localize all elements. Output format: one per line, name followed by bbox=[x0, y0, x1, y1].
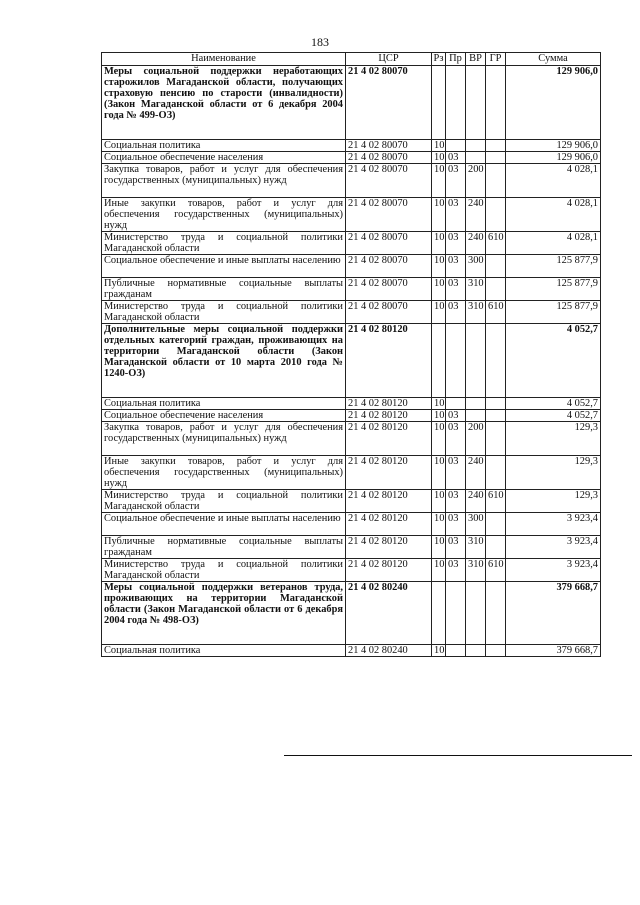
row-vr bbox=[466, 152, 486, 164]
table-row bbox=[102, 140, 601, 152]
row-sum: 129,3 bbox=[506, 456, 601, 490]
row-rz: 10 bbox=[432, 410, 446, 422]
header-gr: ГР bbox=[486, 53, 506, 66]
header-sum: Сумма bbox=[506, 53, 601, 66]
row-vr: 200 bbox=[466, 422, 486, 456]
row-gr bbox=[486, 66, 506, 140]
row-rz bbox=[432, 324, 446, 398]
row-vr: 310 bbox=[466, 536, 486, 559]
row-vr bbox=[466, 582, 486, 645]
row-vr bbox=[466, 324, 486, 398]
row-csr: 21 4 02 80070 bbox=[346, 140, 432, 152]
row-sum: 129 906,0 bbox=[506, 152, 601, 164]
row-csr: 21 4 02 80120 bbox=[346, 456, 432, 490]
row-gr: 610 bbox=[486, 301, 506, 324]
row-sum: 125 877,9 bbox=[506, 301, 601, 324]
row-sum: 129 906,0 bbox=[506, 140, 601, 152]
row-csr: 21 4 02 80240 bbox=[346, 582, 432, 645]
row-sum: 125 877,9 bbox=[506, 278, 601, 301]
budget-table bbox=[101, 52, 601, 657]
row-rz: 10 bbox=[432, 255, 446, 278]
row-sum: 129,3 bbox=[506, 422, 601, 456]
header-rz: Рз bbox=[432, 53, 446, 66]
row-name: Дополнительные меры социальной поддержки отдельных категорий граждан, проживающих на территории Магаданской области (Закон Магаданской области от 10 марта 2010 года № 1240-ОЗ) bbox=[102, 324, 346, 398]
row-rz: 10 bbox=[432, 422, 446, 456]
row-pr: 03 bbox=[446, 559, 466, 582]
page-number: 183 bbox=[311, 35, 329, 49]
row-pr: 03 bbox=[446, 422, 466, 456]
row-vr bbox=[466, 645, 486, 657]
row-sum: 125 877,9 bbox=[506, 255, 601, 278]
row-pr: 03 bbox=[446, 536, 466, 559]
bottom-rule bbox=[284, 755, 632, 756]
row-rz: 10 bbox=[432, 645, 446, 657]
row-csr: 21 4 02 80120 bbox=[346, 398, 432, 410]
row-csr: 21 4 02 80120 bbox=[346, 536, 432, 559]
row-gr bbox=[486, 398, 506, 410]
table-row bbox=[102, 324, 601, 398]
row-gr bbox=[486, 513, 506, 536]
row-gr: 610 bbox=[486, 232, 506, 255]
row-csr: 21 4 02 80070 bbox=[346, 255, 432, 278]
row-name: Социальная политика bbox=[102, 398, 346, 410]
row-pr bbox=[446, 140, 466, 152]
row-csr: 21 4 02 80240 bbox=[346, 645, 432, 657]
row-sum: 4 028,1 bbox=[506, 164, 601, 198]
row-name: Социальная политика bbox=[102, 140, 346, 152]
row-name: Публичные нормативные социальные выплаты гражданам bbox=[102, 536, 346, 559]
row-name: Социальное обеспечение населения bbox=[102, 410, 346, 422]
row-pr: 03 bbox=[446, 152, 466, 164]
row-gr bbox=[486, 536, 506, 559]
row-csr: 21 4 02 80070 bbox=[346, 301, 432, 324]
row-vr: 310 bbox=[466, 301, 486, 324]
row-rz: 10 bbox=[432, 140, 446, 152]
row-sum: 3 923,4 bbox=[506, 536, 601, 559]
row-vr: 240 bbox=[466, 456, 486, 490]
row-vr: 240 bbox=[466, 232, 486, 255]
row-sum: 4 052,7 bbox=[506, 324, 601, 398]
row-name: Меры социальной поддержки ветеранов труда, проживающих на территории Магаданской области (Закон Магаданской области от 6 декабря 2004 года № 498-ОЗ) bbox=[102, 582, 346, 645]
table-row bbox=[102, 456, 601, 490]
row-rz: 10 bbox=[432, 278, 446, 301]
row-vr bbox=[466, 140, 486, 152]
row-pr: 03 bbox=[446, 164, 466, 198]
row-gr bbox=[486, 152, 506, 164]
row-name: Министерство труда и социальной политики Магаданской области bbox=[102, 232, 346, 255]
row-rz: 10 bbox=[432, 232, 446, 255]
row-pr bbox=[446, 645, 466, 657]
row-gr bbox=[486, 410, 506, 422]
table-row bbox=[102, 301, 601, 324]
row-pr: 03 bbox=[446, 255, 466, 278]
row-rz: 10 bbox=[432, 164, 446, 198]
row-vr bbox=[466, 410, 486, 422]
row-pr: 03 bbox=[446, 513, 466, 536]
table-row bbox=[102, 582, 601, 645]
row-sum: 3 923,4 bbox=[506, 513, 601, 536]
row-pr bbox=[446, 66, 466, 140]
row-gr bbox=[486, 278, 506, 301]
table-row bbox=[102, 645, 601, 657]
row-sum: 4 028,1 bbox=[506, 198, 601, 232]
row-sum: 4 028,1 bbox=[506, 232, 601, 255]
row-sum: 3 923,4 bbox=[506, 559, 601, 582]
row-pr: 03 bbox=[446, 278, 466, 301]
row-gr bbox=[486, 164, 506, 198]
table-row bbox=[102, 410, 601, 422]
table-row bbox=[102, 66, 601, 140]
row-name: Министерство труда и социальной политики Магаданской области bbox=[102, 490, 346, 513]
row-sum: 4 052,7 bbox=[506, 398, 601, 410]
table-row bbox=[102, 536, 601, 559]
row-rz: 10 bbox=[432, 152, 446, 164]
row-pr: 03 bbox=[446, 232, 466, 255]
row-vr: 240 bbox=[466, 490, 486, 513]
row-vr: 310 bbox=[466, 278, 486, 301]
table-row bbox=[102, 490, 601, 513]
row-csr: 21 4 02 80120 bbox=[346, 490, 432, 513]
header-vr: ВР bbox=[466, 53, 486, 66]
row-vr: 300 bbox=[466, 255, 486, 278]
row-csr: 21 4 02 80120 bbox=[346, 324, 432, 398]
table-row bbox=[102, 398, 601, 410]
row-vr: 240 bbox=[466, 198, 486, 232]
row-gr bbox=[486, 422, 506, 456]
row-pr: 03 bbox=[446, 198, 466, 232]
row-gr: 610 bbox=[486, 559, 506, 582]
table-row bbox=[102, 422, 601, 456]
table-row bbox=[102, 559, 601, 582]
table-row bbox=[102, 255, 601, 278]
row-vr: 300 bbox=[466, 513, 486, 536]
row-gr bbox=[486, 582, 506, 645]
row-pr: 03 bbox=[446, 410, 466, 422]
row-csr: 21 4 02 80070 bbox=[346, 66, 432, 140]
row-sum: 129 906,0 bbox=[506, 66, 601, 140]
row-name: Министерство труда и социальной политики Магаданской области bbox=[102, 301, 346, 324]
row-sum: 379 668,7 bbox=[506, 582, 601, 645]
row-gr bbox=[486, 324, 506, 398]
row-pr bbox=[446, 398, 466, 410]
row-csr: 21 4 02 80070 bbox=[346, 198, 432, 232]
row-rz bbox=[432, 582, 446, 645]
row-rz: 10 bbox=[432, 559, 446, 582]
table-row bbox=[102, 152, 601, 164]
row-name: Социальное обеспечение и иные выплаты населению bbox=[102, 255, 346, 278]
row-rz: 10 bbox=[432, 398, 446, 410]
row-csr: 21 4 02 80070 bbox=[346, 164, 432, 198]
row-sum: 129,3 bbox=[506, 490, 601, 513]
table-row bbox=[102, 164, 601, 198]
table-row bbox=[102, 198, 601, 232]
row-pr bbox=[446, 324, 466, 398]
row-name: Закупка товаров, работ и услуг для обеспечения государственных (муниципальных) нужд bbox=[102, 164, 346, 198]
table-header-row bbox=[102, 53, 601, 66]
row-csr: 21 4 02 80070 bbox=[346, 232, 432, 255]
row-rz bbox=[432, 66, 446, 140]
row-pr: 03 bbox=[446, 490, 466, 513]
row-csr: 21 4 02 80120 bbox=[346, 559, 432, 582]
row-pr bbox=[446, 582, 466, 645]
row-csr: 21 4 02 80120 bbox=[346, 422, 432, 456]
row-vr: 310 bbox=[466, 559, 486, 582]
row-gr bbox=[486, 198, 506, 232]
row-gr: 610 bbox=[486, 490, 506, 513]
row-name: Социальное обеспечение и иные выплаты населению bbox=[102, 513, 346, 536]
row-rz: 10 bbox=[432, 198, 446, 232]
row-name: Публичные нормативные социальные выплаты гражданам bbox=[102, 278, 346, 301]
row-vr bbox=[466, 398, 486, 410]
table-row bbox=[102, 232, 601, 255]
row-name: Меры социальной поддержки неработающих старожилов Магаданской области, получающих страховую пенсию по старости (инвалидности) (Закон Магаданской области от 6 декабря 2004 года № 499-ОЗ) bbox=[102, 66, 346, 140]
row-rz: 10 bbox=[432, 301, 446, 324]
row-rz: 10 bbox=[432, 456, 446, 490]
header-pr: Пр bbox=[446, 53, 466, 66]
row-name: Социальная политика bbox=[102, 645, 346, 657]
header-name: Наименование bbox=[102, 53, 346, 66]
row-csr: 21 4 02 80070 bbox=[346, 278, 432, 301]
row-csr: 21 4 02 80120 bbox=[346, 513, 432, 536]
row-gr bbox=[486, 140, 506, 152]
row-rz: 10 bbox=[432, 513, 446, 536]
row-pr: 03 bbox=[446, 301, 466, 324]
row-name: Социальное обеспечение населения bbox=[102, 152, 346, 164]
row-gr bbox=[486, 255, 506, 278]
row-name: Министерство труда и социальной политики Магаданской области bbox=[102, 559, 346, 582]
row-name: Закупка товаров, работ и услуг для обеспечения государственных (муниципальных) нужд bbox=[102, 422, 346, 456]
row-gr bbox=[486, 645, 506, 657]
row-sum: 4 052,7 bbox=[506, 410, 601, 422]
row-name: Иные закупки товаров, работ и услуг для обеспечения государственных (муниципальных) нужд bbox=[102, 198, 346, 232]
row-sum: 379 668,7 bbox=[506, 645, 601, 657]
table-row bbox=[102, 278, 601, 301]
row-rz: 10 bbox=[432, 536, 446, 559]
row-csr: 21 4 02 80120 bbox=[346, 410, 432, 422]
row-csr: 21 4 02 80070 bbox=[346, 152, 432, 164]
row-gr bbox=[486, 456, 506, 490]
row-rz: 10 bbox=[432, 490, 446, 513]
table-row bbox=[102, 513, 601, 536]
header-csr: ЦСР bbox=[346, 53, 432, 66]
row-name: Иные закупки товаров, работ и услуг для обеспечения государственных (муниципальных) нужд bbox=[102, 456, 346, 490]
row-vr bbox=[466, 66, 486, 140]
row-pr: 03 bbox=[446, 456, 466, 490]
row-vr: 200 bbox=[466, 164, 486, 198]
